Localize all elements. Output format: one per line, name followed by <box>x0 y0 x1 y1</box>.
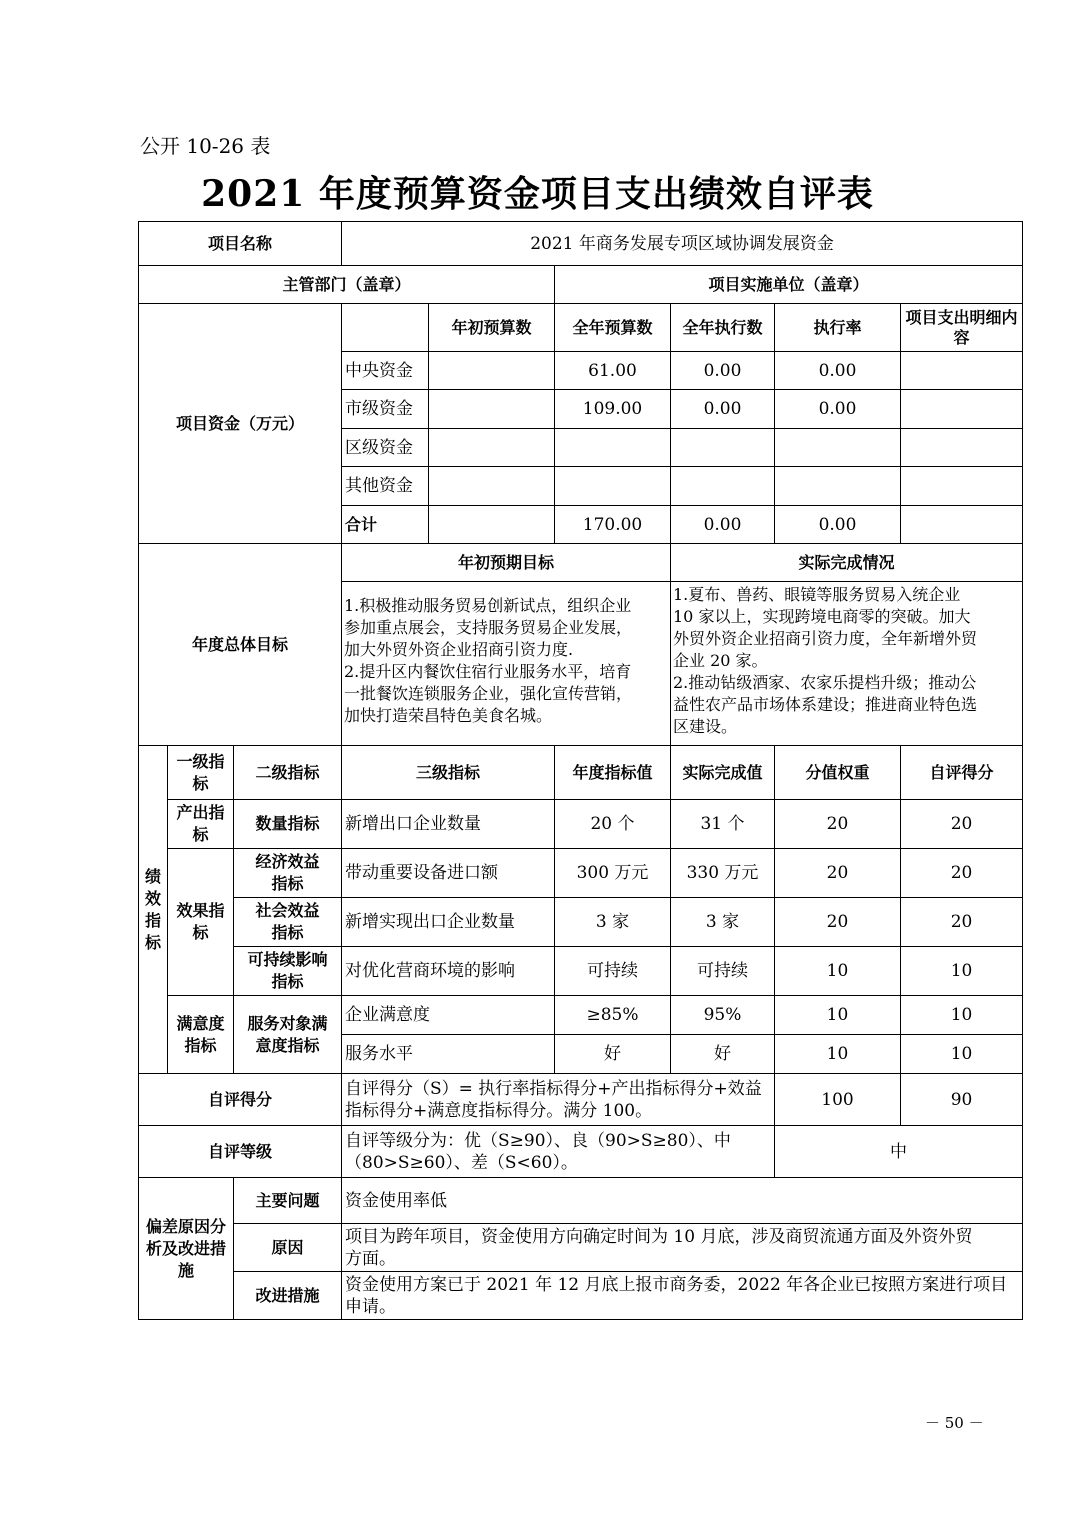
self-grade-label: 自评等级 <box>139 1126 342 1178</box>
text-line: 1.积极推动服务贸易创新试点，组织企业 <box>344 596 632 615</box>
text-line: 指标 <box>184 1035 217 1055</box>
text-line: 一级指 <box>176 751 225 771</box>
goals-actual-header: 实际完成情况 <box>671 544 1023 582</box>
funds-row-initial <box>429 429 555 467</box>
perf-row-weight: 20 <box>775 898 901 947</box>
text-line: 外贸外资企业招商引资力度，全年新增外贸 <box>673 629 978 648</box>
text-line: 资金使用率低 <box>345 1190 447 1211</box>
funds-row-name: 市级资金 <box>342 390 429 429</box>
perf-row-weight: 10 <box>775 996 901 1035</box>
perf-label <box>139 746 168 1074</box>
funds-row-rate <box>775 467 901 506</box>
funds-header-executed: 全年执行数 <box>671 304 775 352</box>
text-line: 指标 <box>271 923 304 942</box>
self-score-row <box>139 1074 1023 1126</box>
perf-row-actual: 330 万元 <box>671 849 775 898</box>
funds-row-annual: 61.00 <box>555 352 671 390</box>
text-line: 偏差原因分 <box>145 1216 226 1236</box>
funds-row-name: 合计 <box>342 506 429 544</box>
funds-label: 项目资金（万元） <box>139 304 342 544</box>
funds-header-rate: 执行率 <box>775 304 901 352</box>
funds-row-rate: 0.00 <box>775 390 901 429</box>
text-line: 经济效益 <box>255 852 320 871</box>
funds-header-annual: 全年预算数 <box>555 304 671 352</box>
text-line: 资金使用方案已于 2021 年 12 月底上报市商务委，2022 年各企业已按照方案进行项目 <box>345 1274 1008 1295</box>
self-score-weight: 100 <box>775 1074 901 1126</box>
text-line: 自评等级分为：优（S≥90）、良（90>S≥80）、中 <box>345 1130 731 1151</box>
perf-header-target: 年度指标值 <box>555 746 671 800</box>
text-line: 标 <box>192 773 209 793</box>
funds-row-rate <box>775 429 901 467</box>
deviation-row <box>139 1178 1023 1224</box>
perf-label-char: 指 <box>144 910 161 930</box>
perf-row-l2 <box>234 947 342 996</box>
funds-header-initial: 年初预算数 <box>429 304 555 352</box>
self-grade-value: 中 <box>775 1126 1023 1178</box>
goals-actual-text <box>671 582 1023 746</box>
perf-row-l2 <box>234 898 342 947</box>
funds-row-annual <box>555 429 671 467</box>
perf-row-actual: 3 家 <box>671 898 775 947</box>
text-line: 指标 <box>271 972 304 991</box>
text-line: 2.提升区内餐饮住宿行业服务水平，培育 <box>344 662 632 681</box>
perf-header-level3: 三级指标 <box>342 746 555 800</box>
text-line: 方面。 <box>345 1248 396 1269</box>
funds-row-annual: 109.00 <box>555 390 671 429</box>
perf-row-weight: 20 <box>775 849 901 898</box>
goals-expected-header: 年初预期目标 <box>342 544 671 582</box>
project-name-label: 项目名称 <box>139 222 342 266</box>
perf-group-effect <box>168 849 234 996</box>
funds-row-initial <box>429 390 555 429</box>
self-score-value: 90 <box>901 1074 1023 1126</box>
text-line: 加快打造荣昌特色美食名城。 <box>344 706 553 725</box>
self-grade-row <box>139 1126 1023 1178</box>
funds-row-name: 中央资金 <box>342 352 429 390</box>
dept-row <box>139 266 1023 304</box>
perf-row-target: ≥85% <box>555 996 671 1035</box>
goals-label: 年度总体目标 <box>139 544 342 746</box>
project-name-row <box>139 222 1023 266</box>
funds-row-initial <box>429 352 555 390</box>
perf-row-target: 20 个 <box>555 800 671 849</box>
perf-row-target: 好 <box>555 1035 671 1074</box>
deviation-row <box>139 1224 1023 1272</box>
funds-row-executed: 0.00 <box>671 390 775 429</box>
perf-row-score: 10 <box>901 1035 1023 1074</box>
deviation-row-label: 主要问题 <box>234 1178 342 1224</box>
text-line: 析及改进措 <box>145 1238 226 1258</box>
perf-row <box>139 800 1023 849</box>
perf-row <box>139 996 1023 1035</box>
goals-header-row <box>139 544 1023 582</box>
perf-row-target: 300 万元 <box>555 849 671 898</box>
funds-row-executed: 0.00 <box>671 506 775 544</box>
perf-row-weight: 10 <box>775 1035 901 1074</box>
perf-row-target: 可持续 <box>555 947 671 996</box>
text-line: 参加重点展会，支持服务贸易企业发展， <box>344 618 633 637</box>
perf-row-score: 20 <box>901 800 1023 849</box>
perf-row-l3: 带动重要设备进口额 <box>342 849 555 898</box>
text-line: 指标 <box>271 874 304 893</box>
text-line: 社会效益 <box>255 901 320 920</box>
deviation-row <box>139 1272 1023 1320</box>
funds-header-empty <box>342 304 429 352</box>
perf-row-l3: 新增出口企业数量 <box>342 800 555 849</box>
perf-header-row <box>139 746 1023 800</box>
perf-header-level2: 二级指标 <box>234 746 342 800</box>
funds-row-initial <box>429 467 555 506</box>
self-score-label: 自评得分 <box>139 1074 342 1126</box>
perf-group-satisfaction <box>168 996 234 1074</box>
perf-row-actual: 好 <box>671 1035 775 1074</box>
deviation-row-label: 改进措施 <box>234 1272 342 1320</box>
funds-row-detail <box>901 429 1023 467</box>
funds-row-rate: 0.00 <box>775 352 901 390</box>
text-line: 标 <box>192 923 209 942</box>
perf-row-l3: 新增实现出口企业数量 <box>342 898 555 947</box>
perf-row-l3: 对优化营商环境的影响 <box>342 947 555 996</box>
text-line: 指标得分+满意度指标得分。满分 100。 <box>345 1100 653 1121</box>
perf-row-actual: 可持续 <box>671 947 775 996</box>
deviation-row-label: 原因 <box>234 1224 342 1272</box>
text-line: 益性农产品市场体系建设；推进商业特色选 <box>673 695 978 714</box>
text-line: 申请。 <box>345 1296 396 1317</box>
perf-row-l3: 企业满意度 <box>342 996 555 1035</box>
perf-row-l2 <box>234 996 342 1074</box>
perf-row-score: 20 <box>901 898 1023 947</box>
text-line: 项目为跨年项目，资金使用方向确定时间为 10 月底，涉及商贸流通方面及外资外贸 <box>345 1226 973 1247</box>
funds-row-annual: 170.00 <box>555 506 671 544</box>
perf-row-actual: 31 个 <box>671 800 775 849</box>
text-line: 满意度 <box>176 1013 225 1033</box>
perf-row-l3: 服务水平 <box>342 1035 555 1074</box>
perf-row <box>139 947 1023 996</box>
perf-header-level1 <box>168 746 234 800</box>
deviation-label <box>139 1178 234 1320</box>
funds-row-detail <box>901 390 1023 429</box>
funds-row-executed <box>671 467 775 506</box>
text-line: 加大外贸外资企业招商引资力度. <box>344 640 574 659</box>
funds-row-name: 其他资金 <box>342 467 429 506</box>
text-line: 服务对象满 <box>247 1013 328 1033</box>
funds-row-detail <box>901 506 1023 544</box>
funds-row-detail <box>901 352 1023 390</box>
funds-row-executed: 0.00 <box>671 352 775 390</box>
text-line: 施 <box>177 1260 194 1280</box>
funds-row-initial <box>429 506 555 544</box>
perf-header-score: 自评得分 <box>901 746 1023 800</box>
deviation-row-text <box>342 1272 1023 1320</box>
perf-header-weight: 分值权重 <box>775 746 901 800</box>
perf-row-score: 20 <box>901 849 1023 898</box>
perf-row-target: 3 家 <box>555 898 671 947</box>
self-score-desc <box>342 1074 775 1126</box>
text-line: 可持续影响 <box>247 950 328 969</box>
text-line: 区建设。 <box>673 717 738 736</box>
text-line: 一批餐饮连锁服务企业，强化宣传营销， <box>344 684 633 703</box>
form-code: 公开 10-26 表 <box>140 134 271 158</box>
page-number: － 50 － <box>925 1414 984 1432</box>
text-line: 2.推动钻级酒家、农家乐提档升级；推动公 <box>673 673 977 692</box>
text-line: 标 <box>192 825 209 844</box>
funds-row-annual <box>555 467 671 506</box>
perf-row-score: 10 <box>901 996 1023 1035</box>
text-line: 1.夏布、兽药、眼镜等服务贸易入统企业 <box>673 585 961 604</box>
perf-label-char: 绩 <box>144 866 161 886</box>
funds-header-detail: 项目支出明细内容 <box>901 304 1023 352</box>
funds-row-rate: 0.00 <box>775 506 901 544</box>
evaluation-table <box>138 221 1023 1320</box>
text-line: 意度指标 <box>255 1035 320 1055</box>
perf-row-actual: 95% <box>671 996 775 1035</box>
text-line: 企业 20 家。 <box>673 651 768 670</box>
funds-row-name: 区级资金 <box>342 429 429 467</box>
goals-expected-text <box>342 582 671 746</box>
funds-row-executed <box>671 429 775 467</box>
self-grade-desc <box>342 1126 775 1178</box>
perf-row-l2: 数量指标 <box>234 800 342 849</box>
text-line: 产出指 <box>176 803 225 822</box>
funds-header-row <box>139 304 1023 352</box>
perf-row <box>139 898 1023 947</box>
perf-row-weight: 20 <box>775 800 901 849</box>
perf-header-actual: 实际完成值 <box>671 746 775 800</box>
perf-row-l2 <box>234 849 342 898</box>
text-line: （80>S≥60）、差（S<60）。 <box>345 1152 578 1173</box>
deviation-row-text <box>342 1178 1023 1224</box>
perf-row <box>139 849 1023 898</box>
perf-label-char: 标 <box>144 932 161 952</box>
text-line: 10 家以上，实现跨境电商零的突破。加大 <box>673 607 971 626</box>
deviation-row-text <box>342 1224 1023 1272</box>
project-name-value: 2021 年商务发展专项区域协调发展资金 <box>342 222 1023 266</box>
perf-group-output <box>168 800 234 849</box>
perf-row-weight: 10 <box>775 947 901 996</box>
text-line: 自评得分（S）= 执行率指标得分+产出指标得分+效益 <box>345 1078 762 1099</box>
unit-label: 项目实施单位（盖章） <box>555 266 1023 304</box>
funds-row-detail <box>901 467 1023 506</box>
text-line: 效果指 <box>176 901 225 920</box>
page-title: 2021 年度预算资金项目支出绩效自评表 <box>201 173 874 215</box>
perf-label-char: 效 <box>144 888 161 908</box>
perf-row-score: 10 <box>901 947 1023 996</box>
dept-label: 主管部门（盖章） <box>139 266 555 304</box>
